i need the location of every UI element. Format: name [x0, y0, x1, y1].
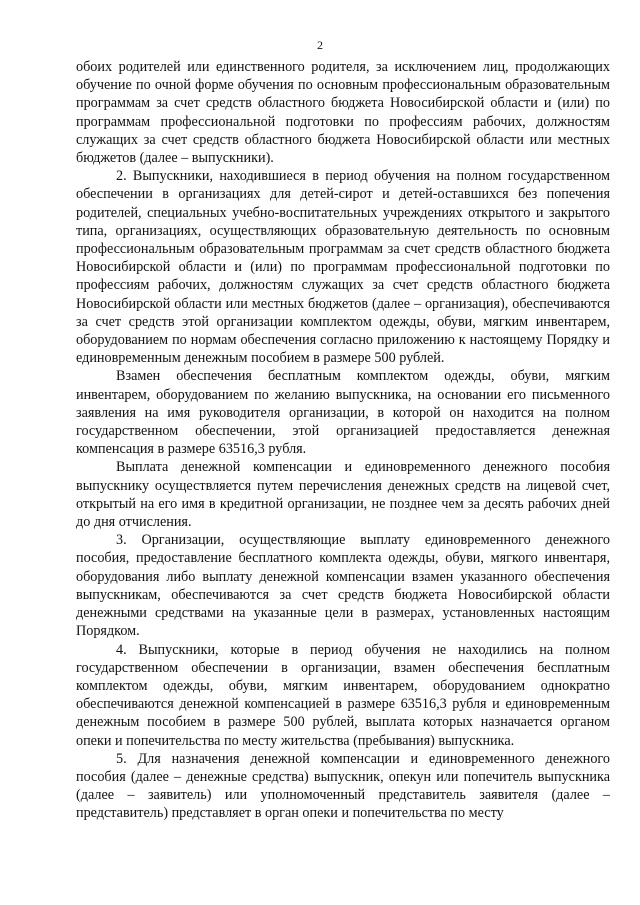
paragraph-continued: обоих родителей или единственного родителя, за исключением лиц, продолжающих обучение по очной форме обучения по основным профессиональным образовательным программам за счет средств областного бюджета Новосибирской области и (или) по программам профессиональной подготовки по профессиям рабочих, должностям служащих за счет средств областного бюджета Новосибирской области или местных бюджетов (далее – выпускники).	[76, 59, 610, 167]
page-number: 2	[317, 38, 323, 52]
paragraph-item-5: 5. Для назначения денежной компенсации и единовременного денежного пособия (далее – денежные средства) выпускник, опекун или попечитель выпускника (далее – заявитель) или уполномоченный представитель заявителя (далее – представитель) представляет в орган опеки и попечительства по месту	[76, 750, 610, 822]
paragraph-item-2: 2. Выпускники, находившиеся в период обучения на полном государственном обеспечении в организациях для детей-сирот и детей-оставшихся без попечения родителей, специальных учебно-воспитательных учреждениях открытого и закрытого типа, организациях, осуществляющих образовательную деятельность по основным профессиональным образовательным программам за счет средств областного бюджета Новосибирской области и (или) по программам профессиональной подготовки по профессиям рабочих, должностям служащих за счет средств областного бюджета Новосибирской области или местных бюджетов (далее – организация), обеспечиваются за счет средств этой организации комплектом одежды, обуви, мягким инвентарем, оборудованием по нормам обеспечения согласно приложению к настоящему Порядку и единовременным денежным пособием в размере 500 рублей.	[76, 168, 610, 367]
document-body	[76, 58, 610, 823]
paragraph-compensation: Взамен обеспечения бесплатным комплектом одежды, обуви, мягким инвентарем, оборудованием по желанию выпускника, на основании его письменного заявления на имя руководителя организации, в которой он находится на полном государственном обеспечении, этой организацией предоставляется денежная компенсация в размере 63516,3 рубля.	[76, 368, 610, 458]
paragraph-item-4: 4. Выпускники, которые в период обучения не находились на полном государственном обеспечении в организации, взамен обеспечения бесплатным комплектом одежды, обуви, мягким инвентарем, оборудованием однократно обеспечиваются денежной компенсацией в размере 63516,3 рубля и единовременным денежным пособием в размере 500 рублей, выплата которых назначается органом опеки и попечительства по месту жительства (пребывания) выпускника.	[76, 641, 610, 749]
paragraph-payment: Выплата денежной компенсации и единовременного денежного пособия выпускнику осуществляется путем перечисления денежных средств на лицевой счет, открытый на его имя в кредитной организации, не позднее чем за десять рабочих дней до дня отчисления.	[76, 459, 610, 531]
paragraph-item-3: 3. Организации, осуществляющие выплату единовременного денежного пособия, предоставление бесплатного комплекта одежды, обуви, мягкого инвентаря, оборудования либо выплату денежной компенсации взамен указанного обеспечения выпускникам, обеспечиваются за счет средств бюджета Новосибирской области денежными средствами на указанные цели в размерах, установленных настоящим Порядком.	[76, 532, 610, 640]
